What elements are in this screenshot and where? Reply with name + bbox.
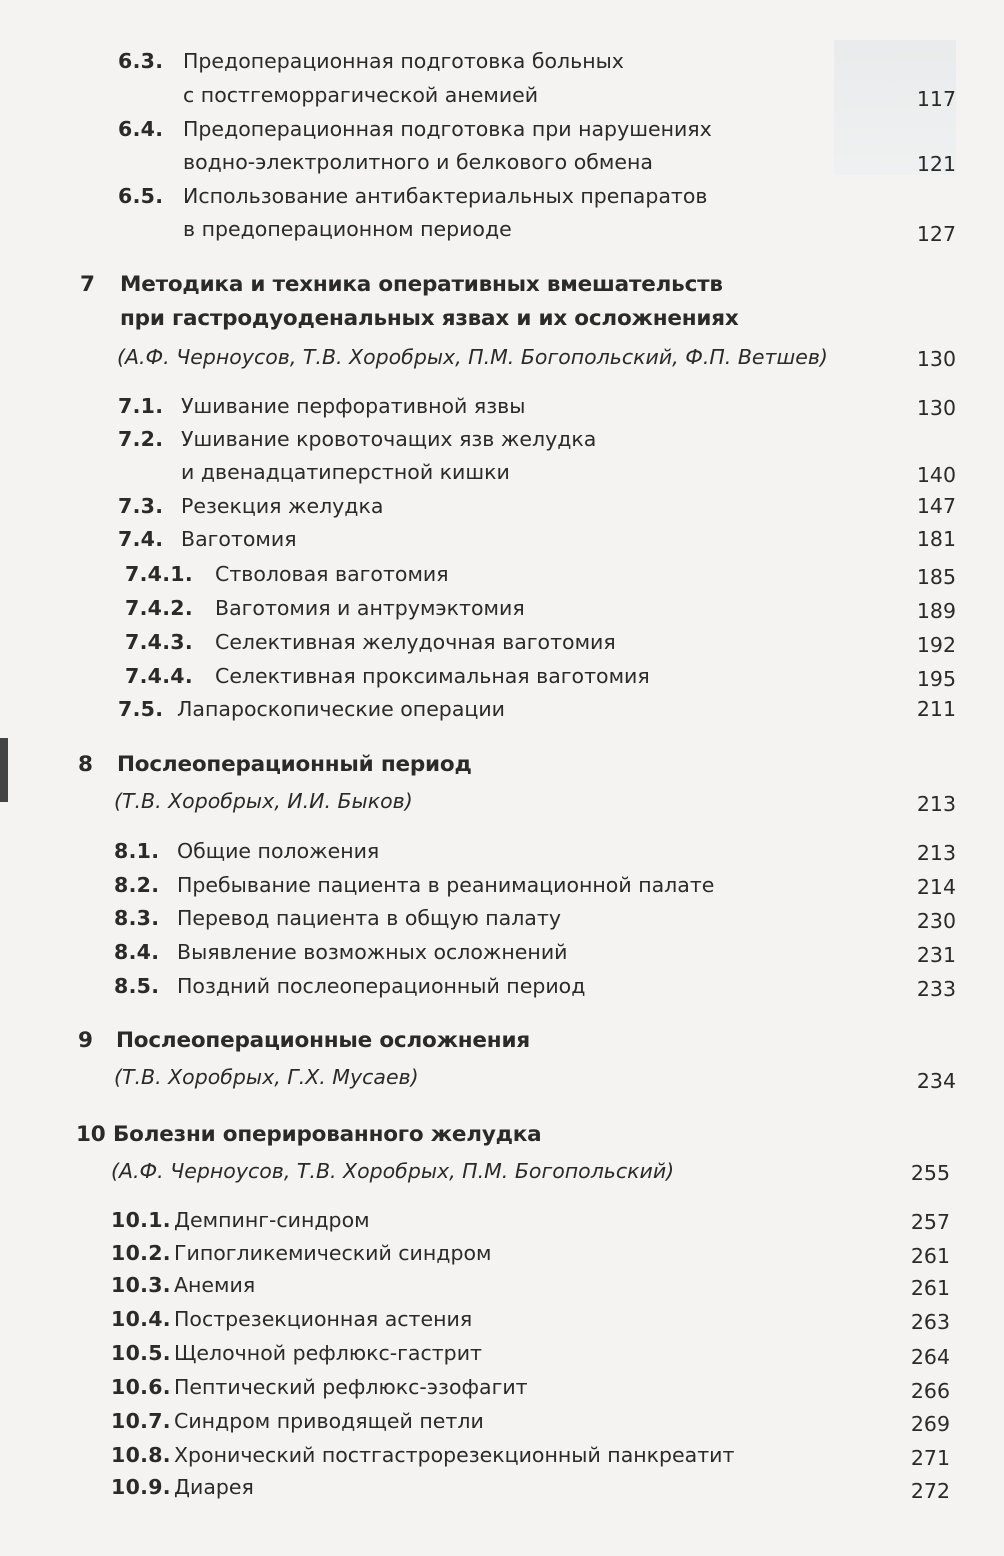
toc-entry-cont <box>0 80 1004 110</box>
toc-entry <box>0 46 1004 76</box>
entry-title: Анемия <box>174 1273 256 1297</box>
chapter-heading <box>0 270 1004 300</box>
toc-entry <box>0 524 1004 554</box>
chapter-title: Методика и техника оперативных вмешательств <box>120 272 723 297</box>
entry-page: 233 <box>916 977 956 1001</box>
chapter-title: Болезни оперированного желудка <box>113 1122 542 1147</box>
entry-title: Селективная проксимальная ваготомия <box>215 664 650 688</box>
entry-page: 189 <box>916 599 956 623</box>
toc-entry-cont <box>0 214 1004 244</box>
toc-entry <box>0 627 1004 657</box>
entry-number: 6.4. <box>118 117 164 141</box>
entry-title: Пептический рефлюкс-эзофагит <box>174 1375 528 1399</box>
chapter-authors <box>0 1156 1004 1186</box>
entry-page: 181 <box>916 527 956 551</box>
chapter-authors <box>0 1062 1004 1092</box>
entry-page: 130 <box>916 396 956 420</box>
entry-page: 272 <box>910 1479 950 1503</box>
toc-entry-cont <box>0 457 1004 487</box>
entry-page: 127 <box>916 222 956 246</box>
entry-page: 257 <box>910 1210 950 1234</box>
entry-page: 140 <box>916 463 956 487</box>
entry-title: в предоперационном периоде <box>183 217 512 241</box>
entry-title: Предоперационная подготовка при нарушениях <box>183 117 712 141</box>
entry-title: Щелочной рефлюкс-гастрит <box>174 1341 482 1365</box>
toc-entry <box>0 1338 1004 1368</box>
entry-number: 7.5. <box>118 697 164 721</box>
toc-entry <box>0 1205 1004 1235</box>
entry-number: 7.4.1. <box>125 562 193 586</box>
entry-page: 230 <box>916 909 956 933</box>
entry-number: 8.2. <box>114 873 160 897</box>
entry-title: с постгеморрагической анемией <box>183 83 539 107</box>
toc-entry <box>0 491 1004 521</box>
entry-number: 10.3. <box>111 1273 171 1297</box>
entry-page: 192 <box>916 633 956 657</box>
entry-title: Использование антибактериальных препаратов <box>183 184 708 208</box>
entry-title: Выявление возможных осложнений <box>177 940 568 964</box>
entry-number: 8.3. <box>114 906 160 930</box>
entry-number: 7.3. <box>118 494 164 518</box>
chapter-heading <box>0 1026 1004 1056</box>
entry-title: Диарея <box>174 1475 254 1499</box>
toc-entry <box>0 870 1004 900</box>
entry-title: Перевод пациента в общую палату <box>177 906 561 930</box>
chapter-number: 9 <box>78 1028 93 1053</box>
toc-entry <box>0 1270 1004 1300</box>
authors: (Т.В. Хоробрых, Г.Х. Мусаев) <box>114 1065 419 1089</box>
toc-entry <box>0 1472 1004 1502</box>
entry-number: 10.6. <box>111 1375 171 1399</box>
entry-number: 7.4.2. <box>125 596 193 620</box>
entry-page: 261 <box>910 1244 950 1268</box>
entry-page: 261 <box>910 1276 950 1300</box>
entry-page: 213 <box>916 841 956 865</box>
authors: (А.Ф. Черноусов, Т.В. Хоробрых, П.М. Богопольский, Ф.П. Ветшев) <box>117 345 828 369</box>
toc-entry <box>0 1440 1004 1470</box>
entry-title: Лапароскопические операции <box>177 697 505 721</box>
entry-title: Общие положения <box>177 839 380 863</box>
chapter-title: Послеоперационный период <box>117 752 472 777</box>
entry-title: и двенадцатиперстной кишки <box>181 460 510 484</box>
chapter-number: 8 <box>78 752 93 777</box>
toc-entry <box>0 694 1004 724</box>
toc-entry <box>0 661 1004 691</box>
entry-page: 211 <box>916 697 956 721</box>
entry-page: 117 <box>916 87 956 111</box>
entry-page: 195 <box>916 667 956 691</box>
entry-number: 8.1. <box>114 839 160 863</box>
chapter-heading <box>0 1120 1004 1150</box>
entry-number: 7.1. <box>118 394 164 418</box>
entry-title: Резекция желудка <box>181 494 384 518</box>
toc-entry <box>0 1304 1004 1334</box>
chapter-heading-cont <box>0 304 1004 334</box>
entry-page: 185 <box>916 565 956 589</box>
entry-page: 269 <box>910 1412 950 1436</box>
entry-number: 7.4. <box>118 527 164 551</box>
entry-page: 234 <box>916 1069 956 1093</box>
chapter-number: 10 <box>76 1122 106 1147</box>
toc-entry <box>0 593 1004 623</box>
entry-title: Пострезекционная астения <box>174 1307 473 1331</box>
entry-title: Предоперационная подготовка больных <box>183 49 624 73</box>
entry-number: 10.8. <box>111 1443 171 1467</box>
entry-page: 213 <box>916 792 956 816</box>
chapter-number: 7 <box>80 272 95 297</box>
toc-entry <box>0 424 1004 454</box>
entry-page: 271 <box>910 1446 950 1470</box>
entry-number: 6.5. <box>118 184 164 208</box>
entry-number: 7.4.3. <box>125 630 193 654</box>
entry-number: 10.4. <box>111 1307 171 1331</box>
toc-entry <box>0 1372 1004 1402</box>
toc-entry <box>0 836 1004 866</box>
entry-page: 214 <box>916 875 956 899</box>
entry-number: 10.9. <box>111 1475 171 1499</box>
entry-number: 6.3. <box>118 49 164 73</box>
entry-number: 7.4.4. <box>125 664 193 688</box>
entry-number: 10.2. <box>111 1241 171 1265</box>
entry-title: Ваготомия <box>181 527 297 551</box>
entry-page: 264 <box>910 1345 950 1369</box>
chapter-authors <box>0 342 1004 372</box>
toc-entry <box>0 937 1004 967</box>
entry-title: Ушивание кровоточащих язв желудка <box>181 427 597 451</box>
toc-entry-cont <box>0 147 1004 177</box>
toc-entry <box>0 114 1004 144</box>
entry-page: 255 <box>910 1161 950 1185</box>
toc-entry <box>0 1406 1004 1436</box>
entry-title: Стволовая ваготомия <box>215 562 449 586</box>
chapter-authors <box>0 786 1004 816</box>
toc-entry <box>0 391 1004 421</box>
entry-title: Ушивание перфоративной язвы <box>181 394 526 418</box>
entry-number: 10.1. <box>111 1208 171 1232</box>
entry-number: 10.7. <box>111 1409 171 1433</box>
entry-page: 231 <box>916 943 956 967</box>
entry-page: 266 <box>910 1379 950 1403</box>
entry-page: 147 <box>916 494 956 518</box>
entry-title: Пребывание пациента в реанимационной палате <box>177 873 715 897</box>
toc-entry <box>0 1238 1004 1268</box>
entry-number: 10.5. <box>111 1341 171 1365</box>
authors: (А.Ф. Черноусов, Т.В. Хоробрых, П.М. Богопольский) <box>111 1159 675 1183</box>
toc-entry <box>0 559 1004 589</box>
entry-title: Селективная желудочная ваготомия <box>215 630 616 654</box>
entry-page: 263 <box>910 1310 950 1334</box>
toc-entry <box>0 971 1004 1001</box>
chapter-title: Послеоперационные осложнения <box>116 1028 530 1053</box>
entry-title: Поздний послеоперационный период <box>177 974 586 998</box>
entry-number: 8.5. <box>114 974 160 998</box>
entry-title: Хронический постгастрорезекционный панкреатит <box>174 1443 735 1467</box>
entry-page: 121 <box>916 152 956 176</box>
entry-title: водно-электролитного и белкового обмена <box>183 150 653 174</box>
entry-title: Демпинг-синдром <box>174 1208 370 1232</box>
chapter-title: при гастродуоденальных язвах и их осложнениях <box>120 306 739 331</box>
entry-page: 130 <box>916 347 956 371</box>
toc-entry <box>0 181 1004 211</box>
toc-entry <box>0 903 1004 933</box>
chapter-heading <box>0 750 1004 780</box>
entry-title: Гипогликемический синдром <box>174 1241 492 1265</box>
entry-title: Ваготомия и антрумэктомия <box>215 596 525 620</box>
entry-number: 7.2. <box>118 427 164 451</box>
entry-number: 8.4. <box>114 940 160 964</box>
authors: (Т.В. Хоробрых, И.И. Быков) <box>114 789 413 813</box>
entry-title: Синдром приводящей петли <box>174 1409 484 1433</box>
